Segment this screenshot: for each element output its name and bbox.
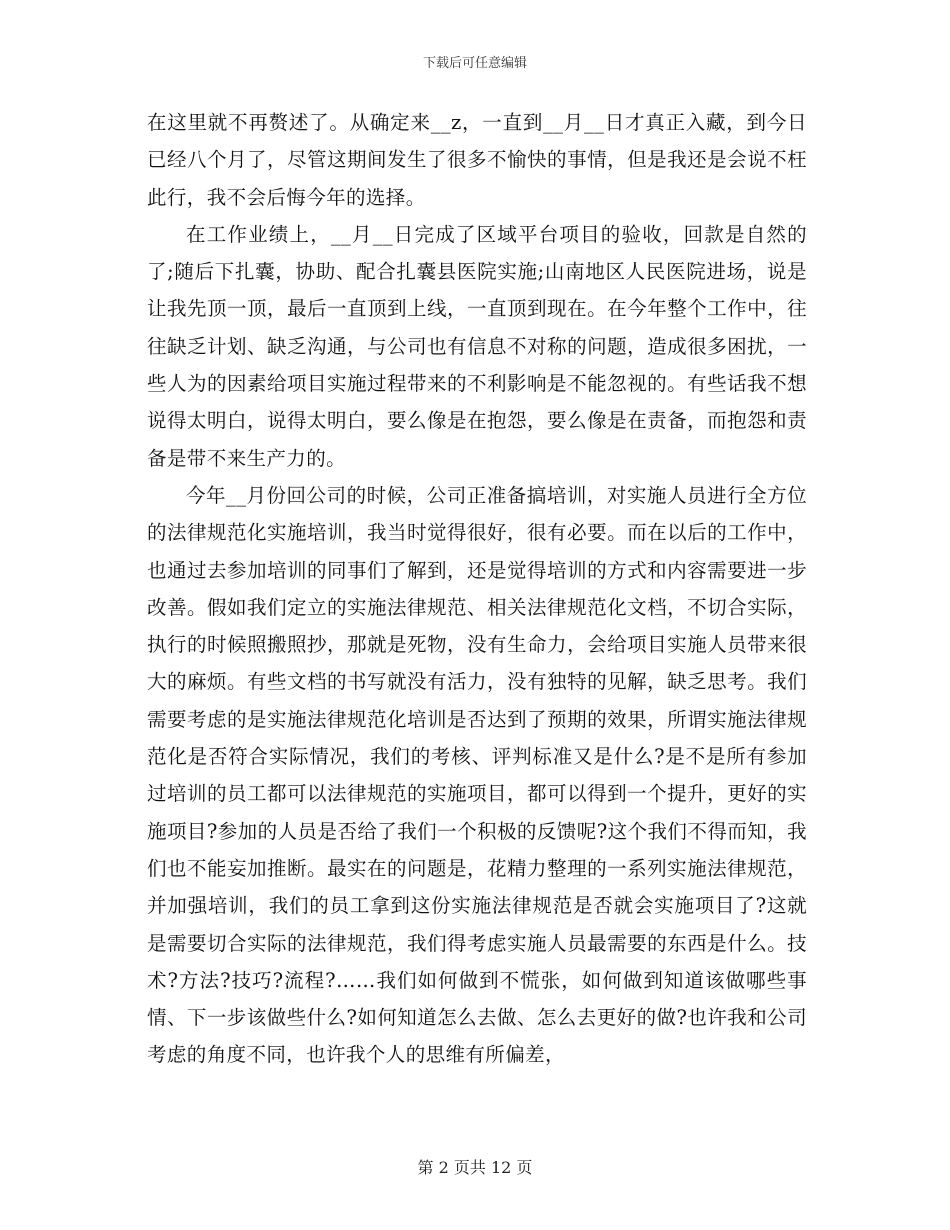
page-header: 下载后可任意编辑 — [422, 56, 527, 71]
document-body — [147, 104, 807, 1074]
paragraph-training: 今年__月份回公司的时候，公司正准备搞培训，对实施人员进行全方位的法律规范化实施培训，我当时觉得很好，很有必要。而在以后的工作中，也通过去参加培训的同事们了解到，还是觉得培训的方式和内容需要进一步改善。假如我们定立的实施法律规范、相关法律规范化文档，不切合实际，执行的时候照搬照抄，那就是死物，没有生命力，会给项目实施人员带来很大的麻烦。有些文档的书写就没有活力，没有独特的见解，缺乏思考。我们需要考虑的是实施法律规范化培训是否达到了预期的效果，所谓实施法律规范化是否符合实际情况，我们的考核、评判标准又是什么?是不是所有参加过培训的员工都可以法律规范的实施项目，都可以得到一个提升，更好的实施项目?参加的人员是否给了我们一个积极的反馈呢?这个我们不得而知，我们也不能妄加推断。最实在的问题是，花精力整理的一系列实施法律规范，并加强培训，我们的员工拿到这份实施法律规范是否就会实施项目了?这就是需要切合实际的法律规范，我们得考虑实施人员最需要的东西是什么。技术?方法?技巧?流程?……我们如何做到不慌张，如何做到知道该做哪些事情、下一步该做些什么?如何知道怎么去做、怎么去更好的做?也许我和公司考虑的角度不同，也许我个人的思维有所偏差， — [147, 483, 807, 1067]
paragraph-work-performance: 在工作业绩上，__月__日完成了区域平台项目的验收，回款是自然的了;随后下扎囊，协助、配合扎囊县医院实施;山南地区人民医院进场，说是让我先顶一顶，最后一直顶到上线，一直顶到现在。在今年整个工作中，往往缺乏计划、缺乏沟通，与公司也有信息不对称的问题，造成很多困扰，一些人为的因素给项目实施过程带来的不利影响是不能忽视的。有些话我不想说得太明白，说得太明白，要么像是在抱怨，要么像是在责备，而抱怨和责备是带不来生产力的。 — [147, 222, 807, 470]
paragraph-continued: 在这里就不再赘述了。从确定来__z，一直到__月__日才真正入藏，到今日已经八个月了，尽管这期间发生了很多不愉快的事情，但是我还是会说不枉此行，我不会后悔今年的选择。 — [147, 111, 807, 209]
page-number-footer: 第 2 页共 12 页 — [417, 1158, 533, 1177]
